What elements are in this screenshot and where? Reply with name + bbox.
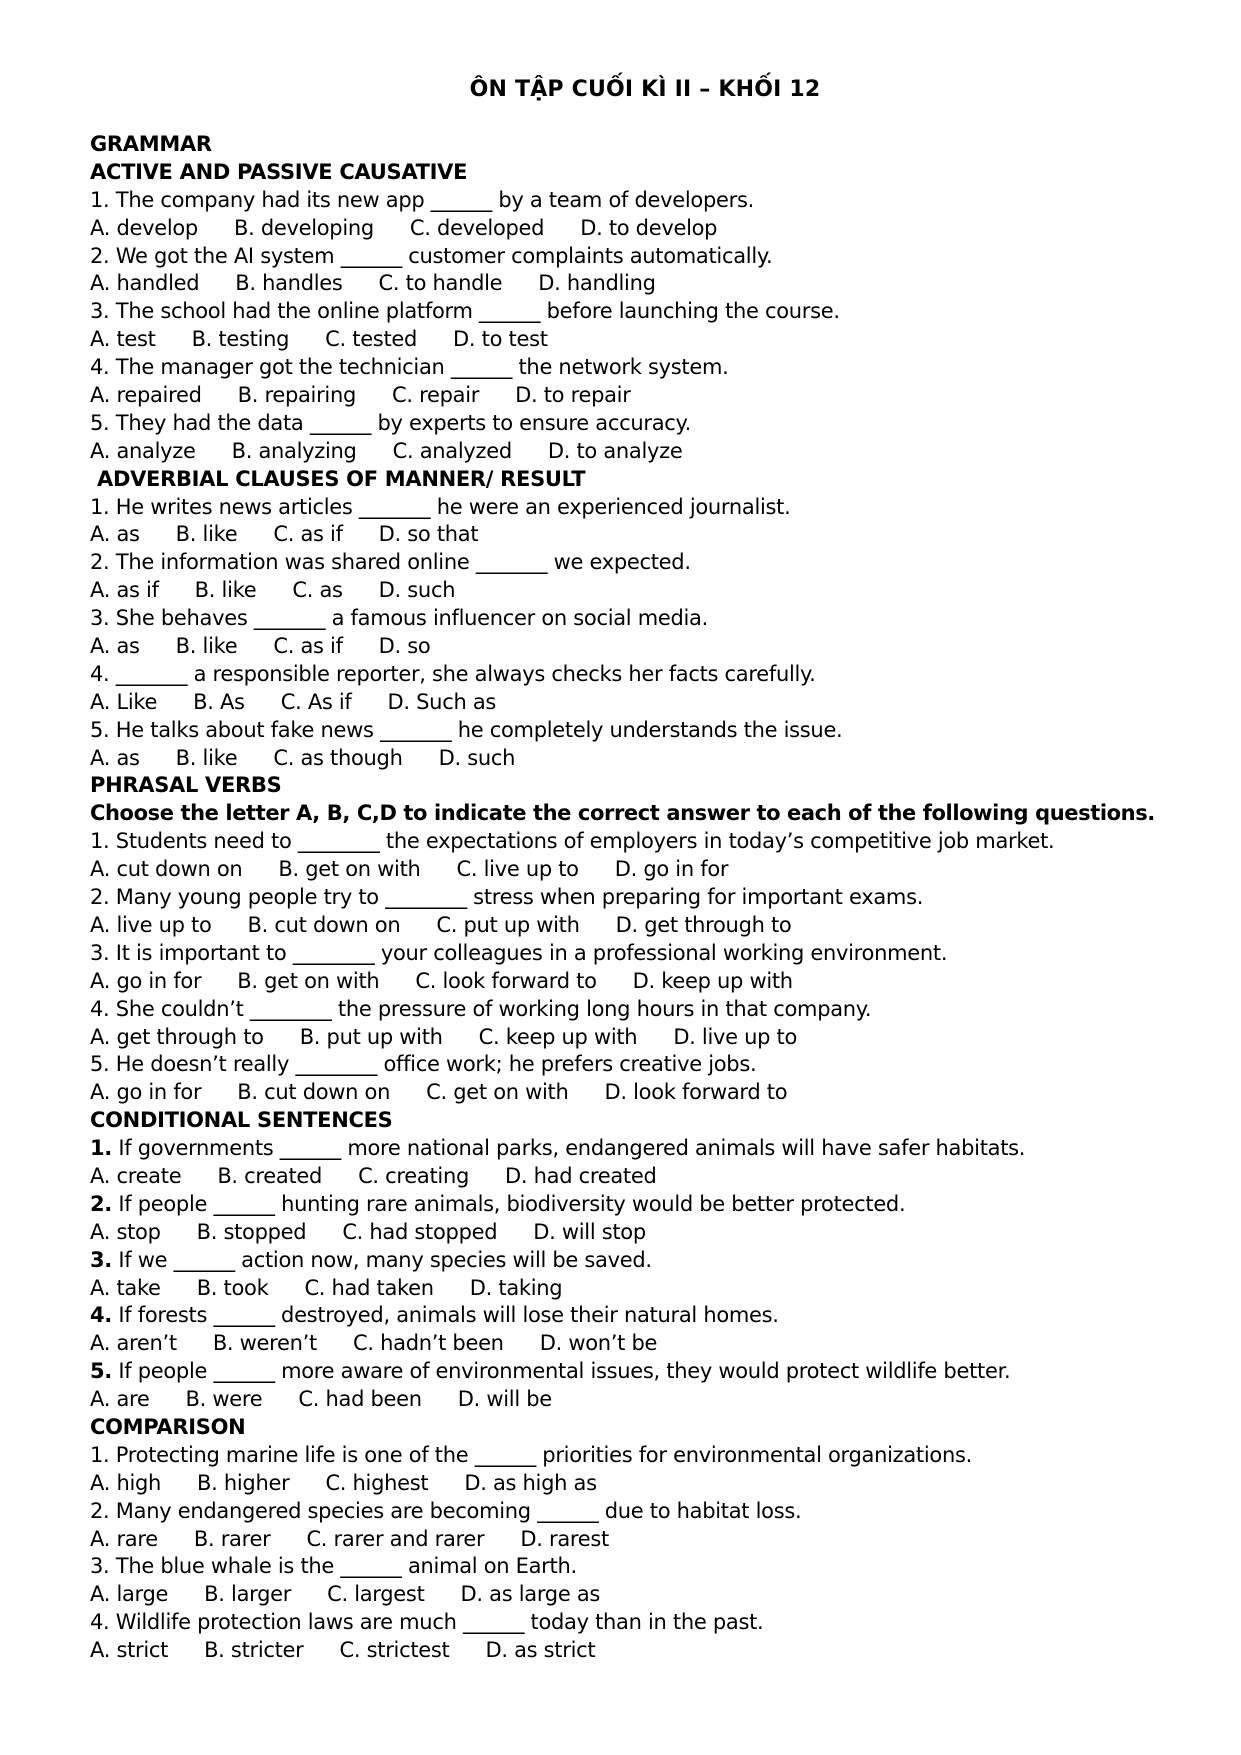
answer-option: A. as if (90, 578, 159, 603)
answer-option: C. look forward to (415, 968, 597, 993)
answer-options (90, 912, 1200, 940)
answer-options (90, 1386, 1200, 1414)
question-text: 1. He writes news articles _______ he were an experienced journalist. (90, 494, 791, 519)
answer-option: A. Like (90, 689, 158, 714)
question-number: 3. (90, 1247, 112, 1272)
answer-option: C. creating (358, 1163, 469, 1188)
question-text: 5. They had the data ______ by experts to ensure accuracy. (90, 410, 692, 435)
answer-options (90, 382, 1200, 410)
question-text: 4. The manager got the technician ______ the network system. (90, 355, 729, 380)
answer-option: A. live up to (90, 912, 212, 937)
section-heading: CONDITIONAL SENTENCES (90, 1108, 393, 1133)
question-text (90, 1302, 1200, 1330)
answer-option: A. repaired (90, 383, 202, 408)
answer-option: D. look forward to (604, 1080, 788, 1105)
worksheet-content (90, 131, 1200, 1665)
answer-option: C. developed (409, 215, 545, 240)
answer-option: C. put up with (436, 912, 580, 937)
answer-option: C. keep up with (478, 1024, 638, 1049)
answer-option: A. get through to (90, 1024, 264, 1049)
answer-option: B. stricter (204, 1638, 304, 1663)
answer-options (90, 633, 1200, 661)
answer-options (90, 856, 1200, 884)
answer-option: C. had stopped (342, 1219, 498, 1244)
answer-options (90, 215, 1200, 243)
answer-option: C. As if (280, 689, 352, 714)
answer-option: B. took (196, 1275, 269, 1300)
question-text (90, 1191, 1200, 1219)
question-text: 3. The school had the online platform ______ before launching the course. (90, 299, 840, 324)
answer-option: C. as if (273, 522, 343, 547)
answer-option: A. cut down on (90, 857, 243, 882)
question-text: 4. Wildlife protection laws are much ______ today than in the past. (90, 1610, 764, 1635)
question-text: 2. The information was shared online _______ we expected. (90, 550, 691, 575)
answer-option: A. analyze (90, 438, 196, 463)
answer-option: B. weren’t (212, 1331, 317, 1356)
answer-option: A. as (90, 634, 140, 659)
question-number: 4. (90, 1303, 112, 1328)
answer-options (90, 1219, 1200, 1247)
answer-options (90, 1330, 1200, 1358)
answer-option: D. Such as (387, 689, 497, 714)
answer-options (90, 1079, 1200, 1107)
question-text: 2. We got the AI system ______ customer complaints automatically. (90, 243, 773, 268)
answer-options (90, 438, 1200, 466)
answer-options (90, 1637, 1200, 1665)
answer-option: B. like (175, 522, 238, 547)
answer-option: B. like (175, 745, 238, 770)
answer-option: C. highest (325, 1470, 429, 1495)
question-number: 5. (90, 1359, 112, 1384)
answer-option: C. analyzed (392, 438, 512, 463)
answer-option: B. get on with (237, 968, 380, 993)
answer-option: A. strict (90, 1638, 169, 1663)
answer-option: C. live up to (456, 857, 579, 882)
answer-options (90, 577, 1200, 605)
answer-options (90, 1163, 1200, 1191)
answer-option: D. rarest (520, 1526, 609, 1551)
answer-option: D. as high as (464, 1470, 597, 1495)
answer-option: C. repair (392, 383, 480, 408)
answer-option: D. so that (378, 522, 479, 547)
answer-option: D. to test (453, 327, 548, 352)
question-text: 3. It is important to ________ your colleagues in a professional working environment. (90, 940, 948, 965)
question-text: 5. He talks about fake news _______ he completely understands the issue. (90, 717, 843, 742)
answer-option: A. stop (90, 1219, 161, 1244)
answer-option: A. take (90, 1275, 161, 1300)
answer-options (90, 270, 1200, 298)
answer-options (90, 326, 1200, 354)
answer-option: B. rarer (193, 1526, 271, 1551)
answer-options (90, 1024, 1200, 1052)
answer-option: D. handling (538, 271, 656, 296)
instruction-text: Choose the letter A, B, C,D to indicate the correct answer to each of the following questions. (90, 801, 1155, 826)
answer-option: C. to handle (378, 271, 503, 296)
answer-option: D. get through to (615, 912, 792, 937)
answer-option: D. won’t be (539, 1331, 658, 1356)
answer-option: A. go in for (90, 1080, 202, 1105)
section-heading: ACTIVE AND PASSIVE CAUSATIVE (90, 159, 468, 184)
answer-option: B. cut down on (247, 912, 401, 937)
answer-option: A. handled (90, 271, 200, 296)
answer-option: D. will be (457, 1387, 552, 1412)
answer-option: A. go in for (90, 968, 202, 993)
question-body: If we ______ action now, many species will be saved. (112, 1247, 652, 1272)
answer-option: A. develop (90, 215, 198, 240)
answer-option: D. as strict (485, 1638, 596, 1663)
question-number: 1. (90, 1136, 112, 1161)
answer-option: B. repairing (237, 383, 357, 408)
question-text: 1. The company had its new app ______ by a team of developers. (90, 187, 754, 212)
answer-options (90, 968, 1200, 996)
question-text: 2. Many young people try to ________ stress when preparing for important exams. (90, 885, 924, 910)
answer-option: C. strictest (339, 1638, 450, 1663)
answer-option: A. are (90, 1387, 150, 1412)
section-heading: PHRASAL VERBS (90, 773, 282, 798)
answer-option: D. had created (505, 1163, 657, 1188)
answer-option: D. to develop (580, 215, 718, 240)
answer-option: A. test (90, 327, 156, 352)
answer-option: C. largest (327, 1582, 425, 1607)
question-text: 3. She behaves _______ a famous influencer on social media. (90, 606, 709, 631)
answer-options (90, 745, 1200, 773)
answer-option: A. aren’t (90, 1331, 177, 1356)
question-number: 2. (90, 1191, 112, 1216)
answer-option: D. will stop (533, 1219, 646, 1244)
answer-option: C. rarer and rarer (306, 1526, 485, 1551)
answer-option: B. put up with (299, 1024, 443, 1049)
answer-option: C. had been (298, 1387, 422, 1412)
answer-option: B. cut down on (237, 1080, 391, 1105)
answer-options (90, 521, 1200, 549)
answer-option: A. rare (90, 1526, 158, 1551)
answer-option: A. high (90, 1470, 162, 1495)
question-text: 3. The blue whale is the ______ animal on Earth. (90, 1554, 577, 1579)
answer-option: B. stopped (196, 1219, 307, 1244)
question-text: 1. Students need to ________ the expectations of employers in today’s competitive job market. (90, 829, 1055, 854)
answer-option: D. live up to (673, 1024, 798, 1049)
answer-option: B. get on with (278, 857, 421, 882)
answer-option: B. handles (235, 271, 343, 296)
answer-options (90, 689, 1200, 717)
answer-option: C. as though (273, 745, 403, 770)
question-text (90, 1135, 1200, 1163)
answer-option: D. to analyze (547, 438, 683, 463)
section-heading: GRAMMAR (90, 132, 212, 156)
question-text (90, 1358, 1200, 1386)
answer-options (90, 1526, 1200, 1554)
answer-option: B. were (185, 1387, 263, 1412)
answer-option: B. analyzing (231, 438, 357, 463)
answer-option: B. like (194, 578, 257, 603)
answer-option: C. as if (273, 634, 343, 659)
section-heading: ADVERBIAL CLAUSES OF MANNER/ RESULT (97, 466, 586, 491)
answer-option: D. to repair (515, 383, 631, 408)
answer-option: D. such (438, 745, 516, 770)
answer-option: C. hadn’t been (353, 1331, 504, 1356)
answer-option: C. as (292, 578, 343, 603)
question-text: 4. _______ a responsible reporter, she always checks her facts carefully. (90, 661, 816, 686)
question-body: If governments ______ more national parks, endangered animals will have safer habitats. (112, 1136, 1026, 1161)
question-body: If forests ______ destroyed, animals will lose their natural homes. (112, 1303, 779, 1328)
answer-option: D. keep up with (632, 968, 793, 993)
answer-option: B. created (217, 1163, 323, 1188)
answer-option: B. developing (233, 215, 374, 240)
question-text: 4. She couldn’t ________ the pressure of working long hours in that company. (90, 996, 872, 1021)
section-heading: COMPARISON (90, 1414, 246, 1439)
answer-option: A. as (90, 522, 140, 547)
answer-option: D. such (378, 578, 456, 603)
answer-options (90, 1275, 1200, 1303)
question-body: If people ______ hunting rare animals, biodiversity would be better protected. (112, 1191, 906, 1216)
answer-option: B. As (193, 689, 245, 714)
answer-options (90, 1581, 1200, 1609)
answer-option: D. as large as (460, 1582, 601, 1607)
answer-option: B. higher (197, 1470, 290, 1495)
answer-option: A. large (90, 1582, 169, 1607)
page-title: ÔN TẬP CUỐI KÌ II – KHỐI 12 (469, 77, 821, 102)
answer-option: A. as (90, 745, 140, 770)
question-text: 5. He doesn’t really ________ office work; he prefers creative jobs. (90, 1052, 757, 1077)
answer-option: B. testing (191, 327, 290, 352)
question-text: 2. Many endangered species are becoming ______ due to habitat loss. (90, 1498, 802, 1523)
answer-option: C. had taken (304, 1275, 434, 1300)
answer-option: D. go in for (614, 857, 729, 882)
question-body: If people ______ more aware of environmental issues, they would protect wildlife better. (112, 1359, 1011, 1384)
answer-option: D. taking (469, 1275, 563, 1300)
answer-option: B. larger (204, 1582, 292, 1607)
answer-option: C. tested (325, 327, 418, 352)
answer-options (90, 1470, 1200, 1498)
answer-option: A. create (90, 1163, 182, 1188)
answer-option: B. like (175, 634, 238, 659)
question-text (90, 1247, 1200, 1275)
answer-option: D. so (378, 634, 431, 659)
answer-option: C. get on with (426, 1080, 569, 1105)
question-text: 1. Protecting marine life is one of the ______ priorities for environmental organizations. (90, 1442, 972, 1467)
